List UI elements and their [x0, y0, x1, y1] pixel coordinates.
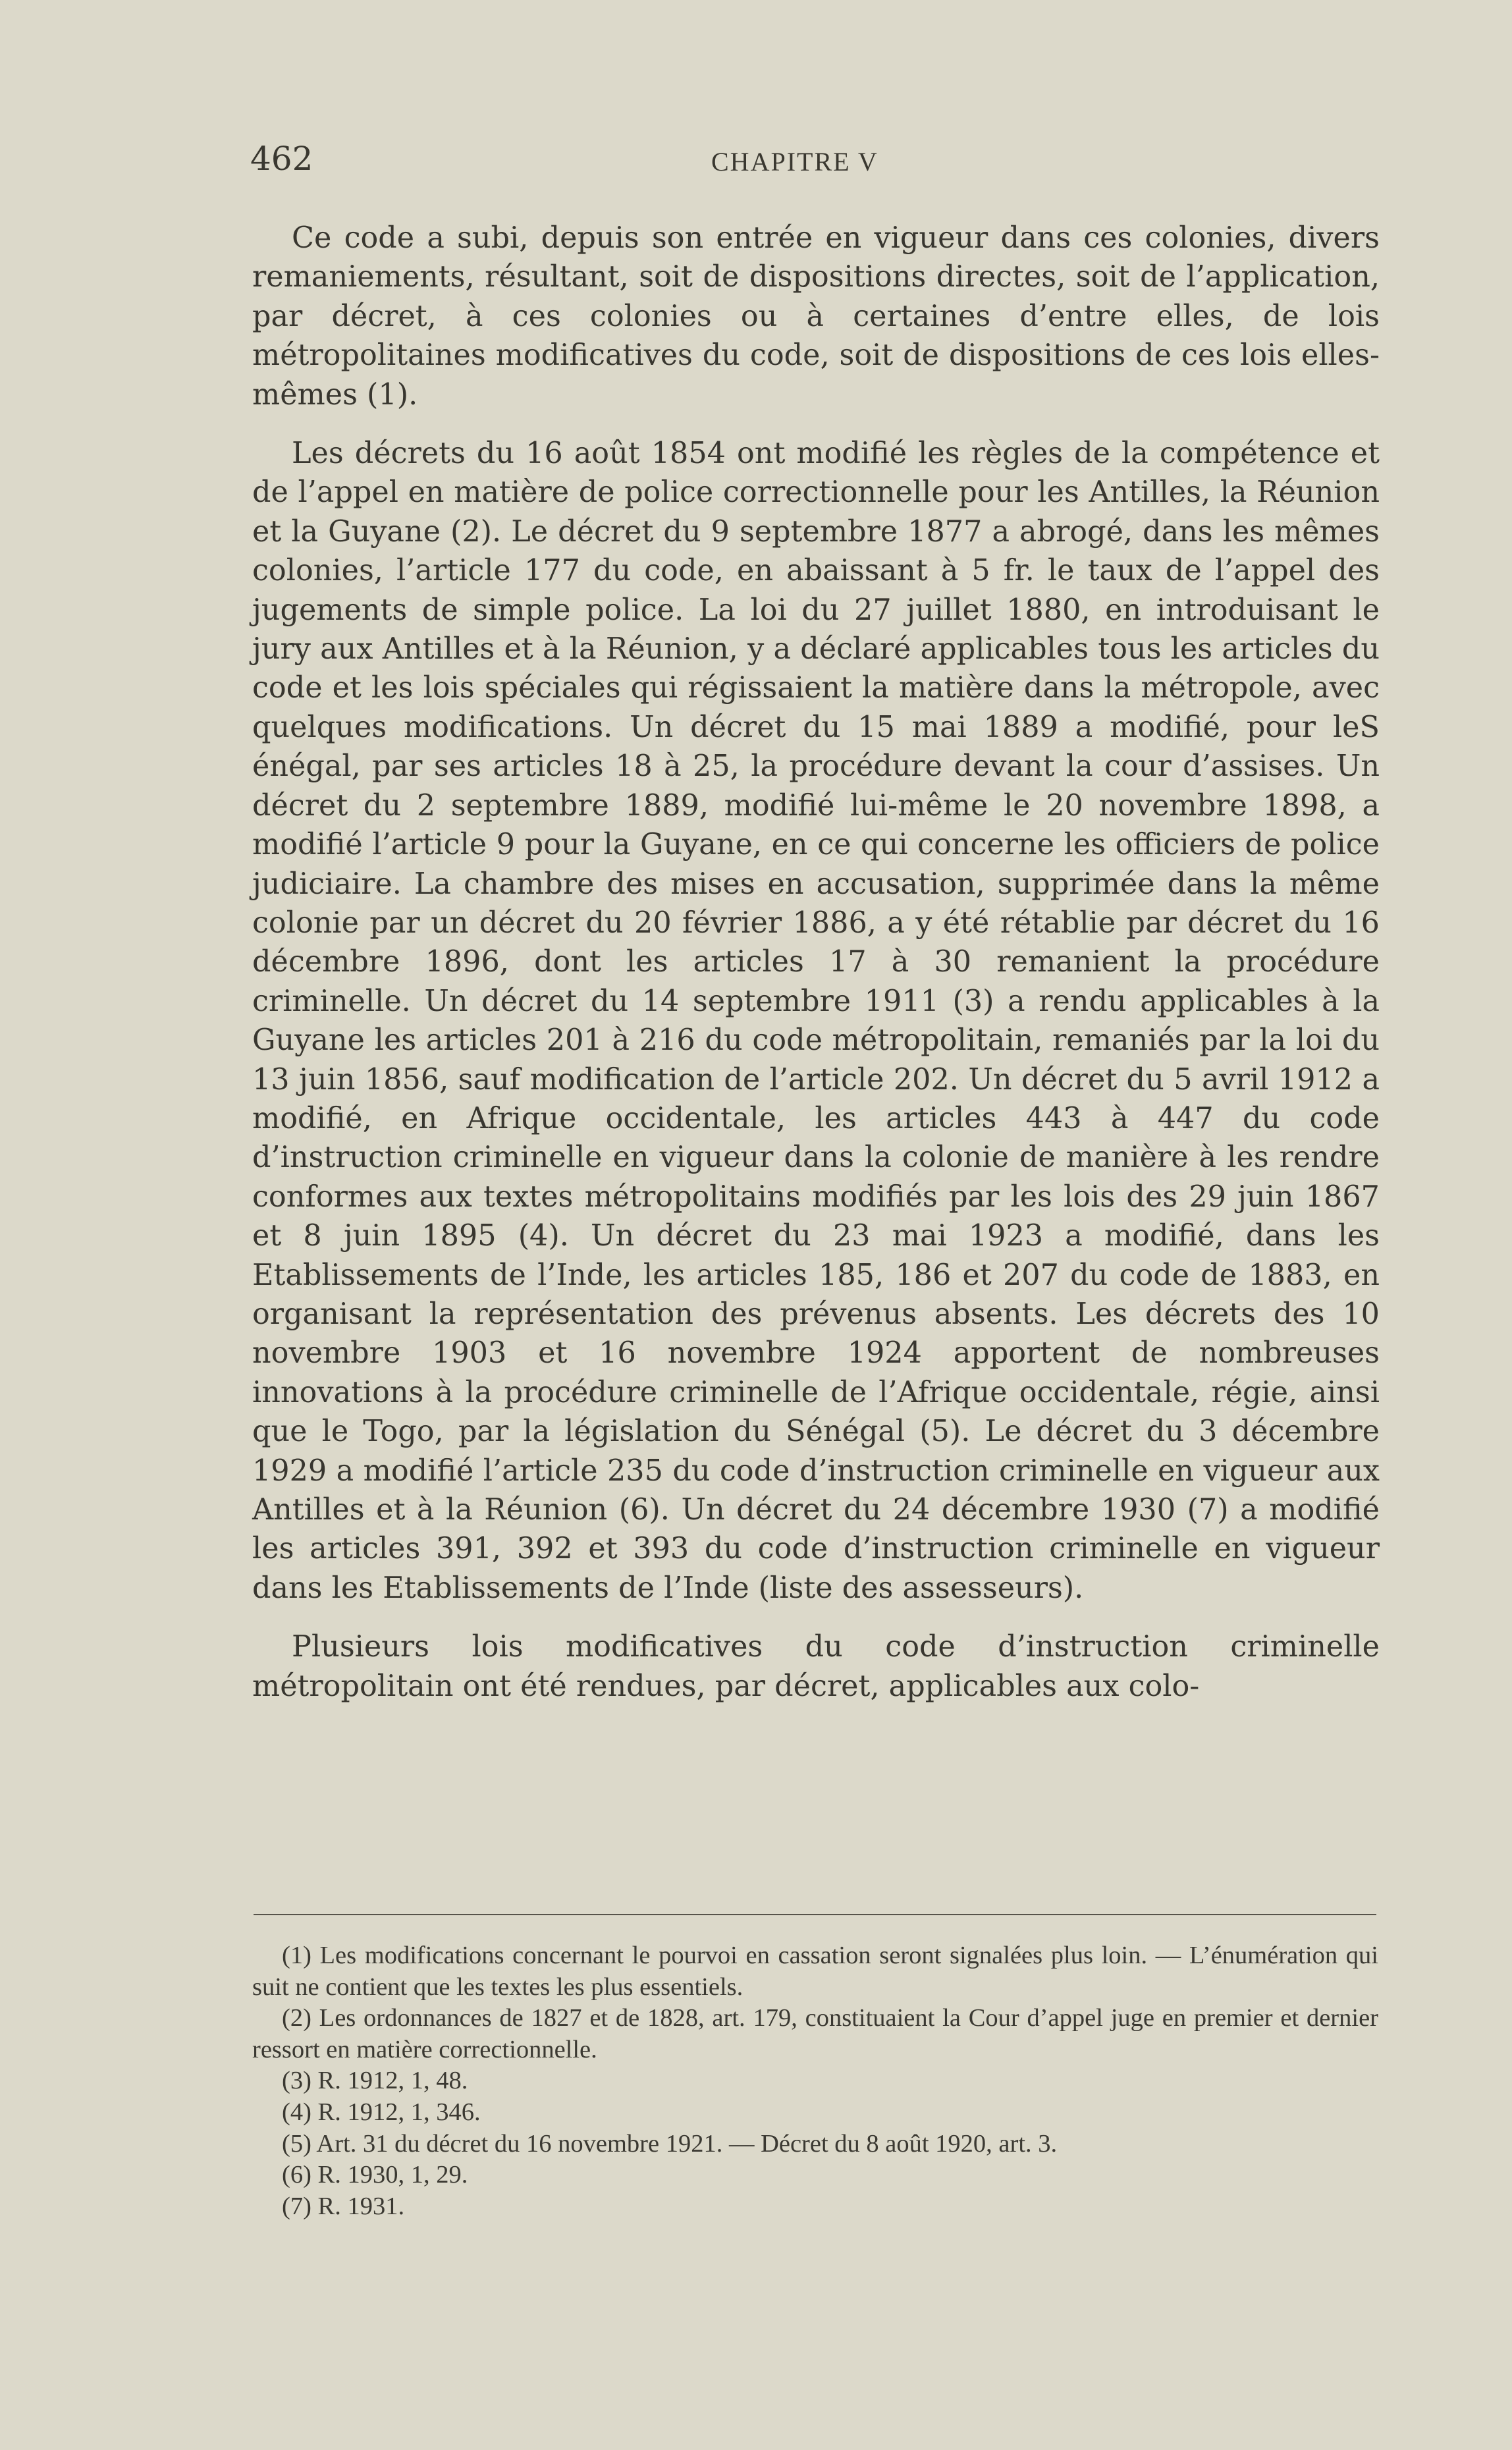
- footnote-5: (5) Art. 31 du décret du 16 novembre 1921. — Décret du 8 août 1920, art. 3.: [282, 2129, 1058, 2158]
- chapter-title: CHAPITRE V: [711, 147, 878, 177]
- paragraph-decrees: Les décrets du 16 août 1854 ont modifié les règles de la compétence et de l’appel en matière de police correctionnelle pour les Antilles, la Réunion et la Guyane (2). Le décret du 9 septembre 1877 a abrogé, dans les mêmes colonies, l’article 177 du code, en abaissant à 5 fr. le taux de l’appel des jugements de simple police. La loi du 27 juillet 1880, en introduisant le jury aux Antilles et à la Réunion, y a déclaré applicables tous les articles du code et les lois spéciales qui régissaient la matière dans la métropole, avec quelques modifications. Un décret du 15 mai 1889 a modifié, pour leS énégal, par ses articles 18 à 25, la procédure devant la cour d’assises. Un décret du 2 septembre 1889, modifié lui-même le 20 novembre 1898, a modifié l’article 9 pour la Guyane, en ce qui concerne les officiers de police judiciaire. La chambre des mises en accusation, supprimée dans la même colonie par un décret du 20 février 1886, a y été rétablie par décret du 16 décembre 1896, dont les articles 17 à 30 remanient la procédure criminelle. Un décret du 14 septembre 1911 (3) a rendu applicables à la Guyane les articles 201 à 216 du code métropolitain, remaniés par la loi du 13 juin 1856, sauf modification de l’article 202. Un décret du 5 avril 1912 a modifié, en Afrique occidentale, les articles 443 à 447 du code d’instruction criminelle en vigueur dans la colonie de manière à les rendre conformes aux textes métropolitains modifiés par les lois des 29 juin 1867 et 8 juin 1895 (4). Un décret du 23 mai 1923 a modifié, dans les Etablissements de l’Inde, les articles 185, 186 et 207 du code de 1883, en organisant la représentation des prévenus absents. Les décrets des 10 novembre 1903 et 16 novembre 1924 apportent de nombreuses innovations à la procédure criminelle de l’Afrique occidentale, régie, ainsi que le Togo, par la législation du Sénégal (5). Le décret du 3 décembre 1929 a modifié l’article 235 du code d’instruction criminelle en vigueur aux Antilles et à la Réunion (6). Un décret du 24 décembre 1930 (7) a modifié les articles 391, 392 et 393 du code d’instruction criminelle en vigueur dans les Etablissements de l’Inde (liste des assesseurs).: [252, 437, 1380, 1605]
- footnote-1: (1) Les modifications concernant le pourvoi en cassation seront signalées plus loin. — L’énumération qui suit ne contient que les textes les plus essentiels.: [252, 1942, 1378, 2001]
- running-head: [250, 140, 1376, 186]
- paragraph-intro: Ce code a subi, depuis son entrée en vigueur dans ces colonies, divers remaniements, résultant, soit de dispositions directes, soit de l’application, par décret, à ces colonies ou à certaines d’entre elles, de lois métropolitaines modificatives du code, soit de dispositions de ces lois elles-mêmes (1).: [252, 221, 1380, 412]
- main-text: [252, 219, 1380, 1706]
- footnote-7: (7) R. 1931.: [282, 2192, 405, 2220]
- footnote-2: (2) Les ordonnances de 1827 et de 1828, art. 179, constituaient la Cour d’appel juge en premier et dernier ressort en matière correctionnelle.: [252, 2004, 1378, 2063]
- footnote-separator: [254, 1914, 1376, 1915]
- footnote-4: (4) R. 1912, 1, 346.: [282, 2098, 481, 2126]
- footnote-3: (3) R. 1912, 1, 48.: [282, 2067, 468, 2095]
- paragraph-laws: Plusieurs lois modificatives du code d’instruction criminelle métropolitain ont été rendues, par décret, applicables aux colo-: [252, 1630, 1380, 1703]
- page-number: 462: [250, 140, 313, 178]
- footnotes: [252, 1940, 1378, 2222]
- footnote-6: (6) R. 1930, 1, 29.: [282, 2161, 468, 2189]
